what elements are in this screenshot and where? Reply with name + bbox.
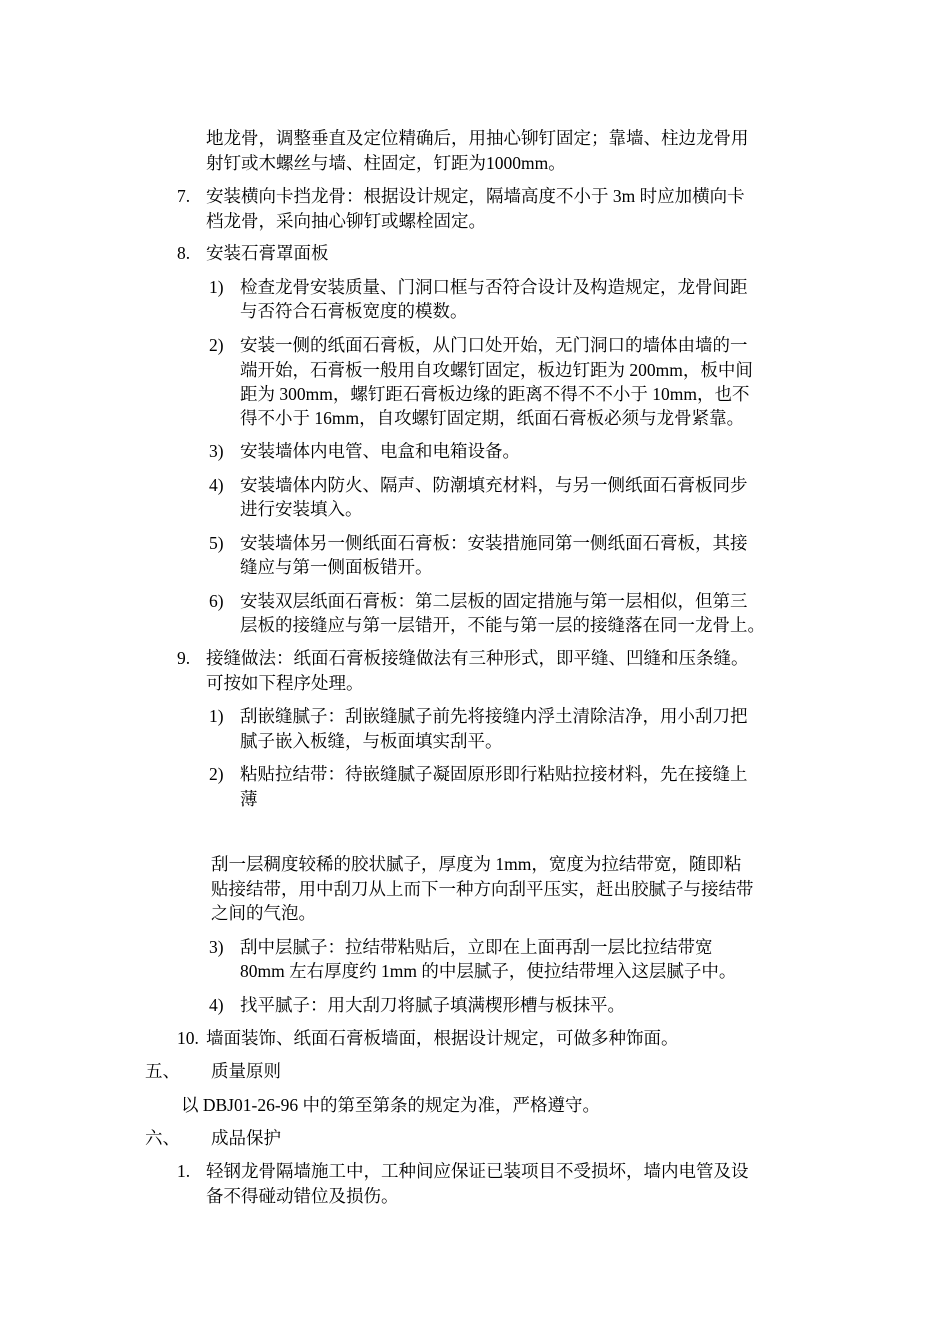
text-line: 安装一侧的纸面石膏板，从门口处开始，无门洞口的墙体由墙的一 <box>240 335 748 355</box>
text-line: 贴接结带，用中刮刀从上而下一种方向刮平压实，赶出胶腻子与接结带 <box>211 879 754 899</box>
text-line: 薄 <box>240 789 258 809</box>
list-number: 4) <box>209 995 224 1015</box>
text-line: 轻钢龙骨隔墙施工中，工种间应保证已装项目不受损坏，墙内电管及设 <box>206 1161 749 1181</box>
list-number: 2) <box>209 764 224 784</box>
text-line: 备不得碰动错位及损伤。 <box>206 1186 399 1206</box>
list-number: 5) <box>209 533 224 553</box>
list-number: 9. <box>177 648 191 668</box>
list-number: 4) <box>209 475 224 495</box>
text-line: 安装墙体另一侧纸面石膏板：安装措施同第一侧纸面石膏板，其接 <box>240 533 748 553</box>
text-line: 安装横向卡挡龙骨：根据设计规定，隔墙高度不小于 3m 时应加横向卡 <box>206 186 745 206</box>
text-line: 缝应与第一侧面板错开。 <box>240 557 433 577</box>
text-line: 与否符合石膏板宽度的模数。 <box>240 301 468 321</box>
text-line: 地龙骨，调整垂直及定位精确后，用抽心铆钉固定；靠墙、柱边龙骨用 <box>206 128 749 148</box>
text-line: 刮一层稠度较稀的胶状腻子，厚度为 1mm，宽度为拉结带宽，随即粘 <box>211 854 742 874</box>
text-line: 以 DBJ01-26-96 中的第至第条的规定为准，严格遵守。 <box>181 1095 601 1115</box>
section-title: 成品保护 <box>211 1128 281 1148</box>
text-line: 腻子嵌入板缝，与板面填实刮平。 <box>240 731 503 751</box>
list-number: 7. <box>177 186 191 206</box>
list-number: 3) <box>209 937 224 957</box>
text-line: 进行安装填入。 <box>240 499 363 519</box>
text-line: 安装双层纸面石膏板：第二层板的固定措施与第一层相似，但第三 <box>240 591 748 611</box>
text-line: 层板的接缝应与第一层错开，不能与第一层的接缝落在同一龙骨上。 <box>240 615 765 635</box>
text-line: 射钉或木螺丝与墙、柱固定，钉距为1000mm。 <box>206 153 566 173</box>
list-number: 1) <box>209 706 224 726</box>
text-line: 墙面装饰、纸面石膏板墙面，根据设计规定，可做多种饰面。 <box>206 1028 679 1048</box>
section-number: 六、 <box>145 1128 180 1148</box>
text-line: 接缝做法：纸面石膏板接缝做法有三种形式，即平缝、凹缝和压条缝。 <box>206 648 749 668</box>
list-number: 2) <box>209 335 224 355</box>
list-number: 8. <box>177 243 191 263</box>
list-number: 1. <box>177 1161 191 1181</box>
text-line: 得不小于 16mm，自攻螺钉固定期，纸面石膏板必须与龙骨紧靠。 <box>240 408 745 428</box>
text-line: 刮中层腻子：拉结带粘贴后，立即在上面再刮一层比拉结带宽 <box>240 937 713 957</box>
text-line: 粘贴拉结带：待嵌缝腻子凝固原形即行粘贴拉接材料，先在接缝上 <box>240 764 748 784</box>
text-line: 安装墙体内电管、电盒和电箱设备。 <box>240 441 520 461</box>
list-number: 3) <box>209 441 224 461</box>
section-title: 质量原则 <box>211 1061 281 1081</box>
text-line: 档龙骨，采向抽心铆钉或螺栓固定。 <box>206 211 486 231</box>
text-line: 之间的气泡。 <box>211 903 316 923</box>
text-line: 端开始，石膏板一般用自攻螺钉固定，板边钉距为 200mm，板中间 <box>240 360 753 380</box>
section-number: 五、 <box>145 1061 180 1081</box>
text-line: 80mm 左右厚度约 1mm 的中层腻子，使拉结带埋入这层腻子中。 <box>240 961 737 981</box>
text-line: 距为 300mm，螺钉距石膏板边缘的距离不得不不小于 10mm，也不 <box>240 384 750 404</box>
text-line: 安装墙体内防火、隔声、防潮填充材料，与另一侧纸面石膏板同步 <box>240 475 748 495</box>
list-number: 6) <box>209 591 224 611</box>
list-number: 10. <box>177 1028 199 1048</box>
text-line: 找平腻子：用大刮刀将腻子填满楔形槽与板抹平。 <box>240 995 625 1015</box>
text-line: 刮嵌缝腻子：刮嵌缝腻子前先将接缝内浮土清除洁净，用小刮刀把 <box>240 706 748 726</box>
list-number: 1) <box>209 277 224 297</box>
text-line: 检查龙骨安装质量、门洞口框与否符合设计及构造规定，龙骨间距 <box>240 277 748 297</box>
text-line: 安装石膏罩面板 <box>206 243 329 263</box>
text-line: 可按如下程序处理。 <box>206 673 364 693</box>
